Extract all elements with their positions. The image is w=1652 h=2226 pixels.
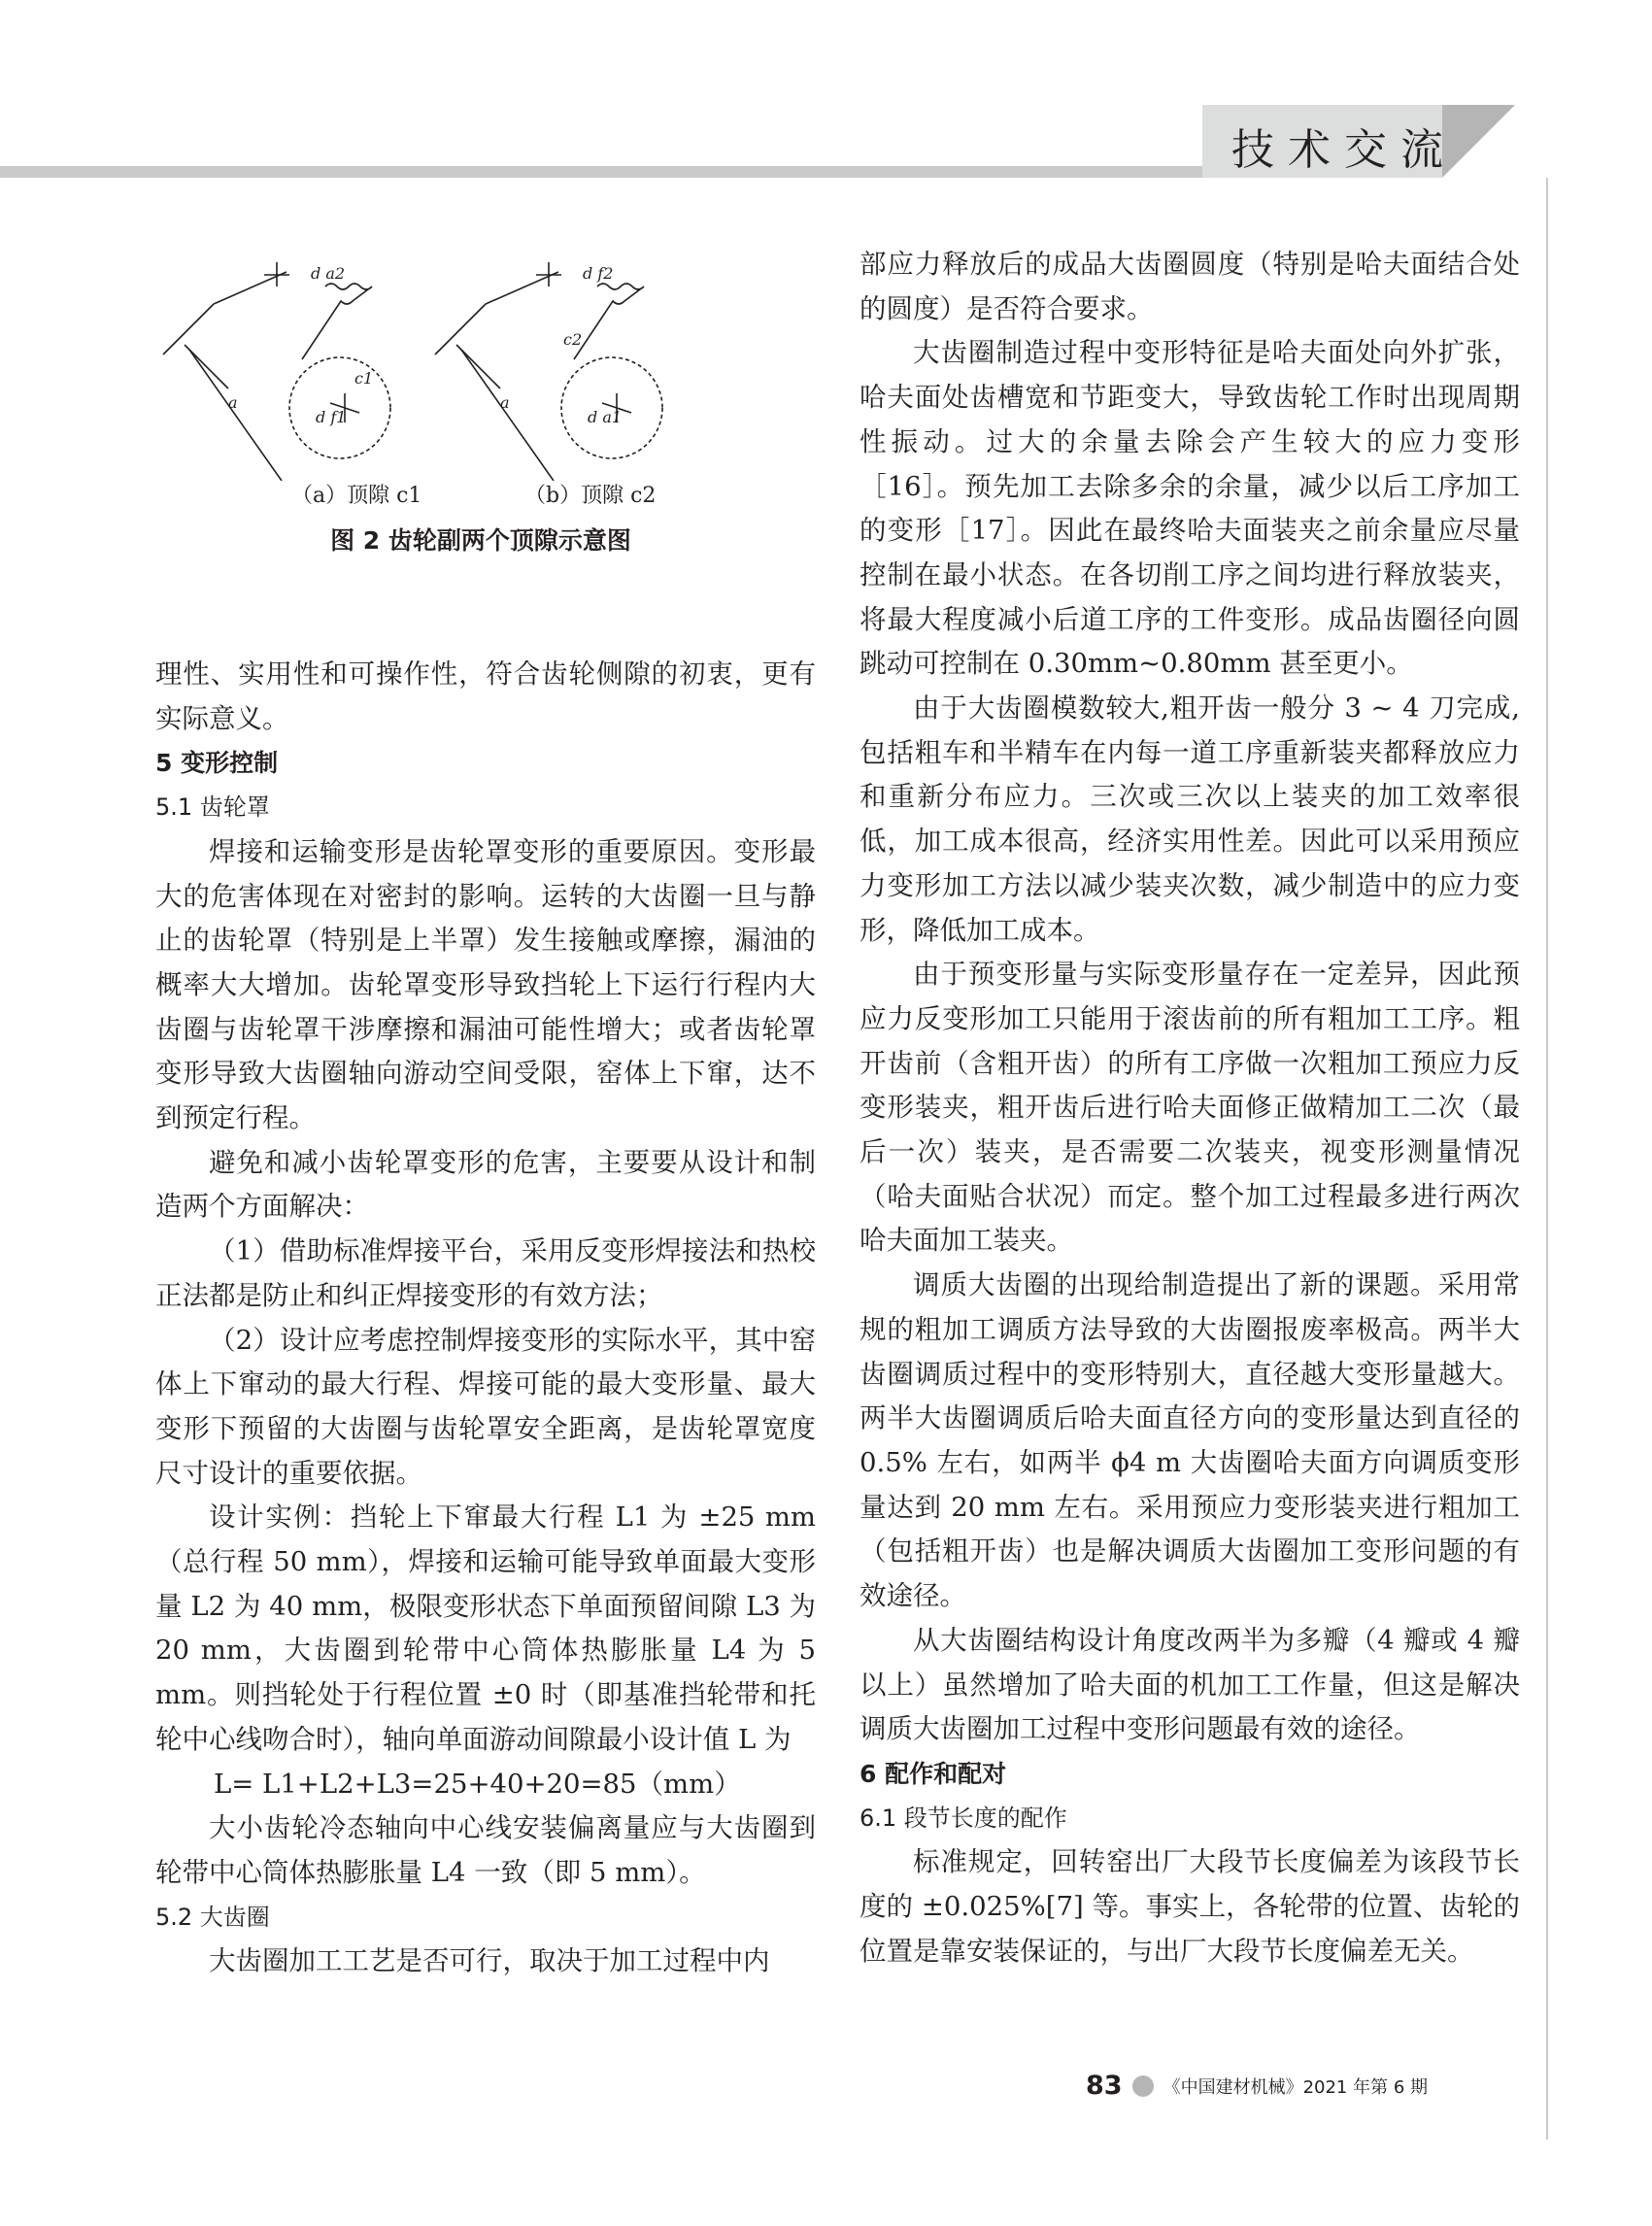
label-c1: c1 xyxy=(354,369,374,388)
label-da1: d a1 xyxy=(588,408,623,426)
subsection-heading: 6.1 段节长度的配作 xyxy=(860,1804,1067,1832)
figure-caption: 图 2 齿轮副两个顶隙示意图 xyxy=(330,526,631,555)
label-df2: d f2 xyxy=(583,264,614,283)
right-column xyxy=(860,243,1520,1973)
gear-b-large-teeth xyxy=(574,284,644,359)
label-da2: d a2 xyxy=(311,264,346,283)
gear-a-large-teeth xyxy=(302,284,372,359)
footer-dot xyxy=(1132,2075,1154,2097)
subcaption-b: （b）顶隙 c2 xyxy=(524,484,657,508)
paragraph: （1）借助标准焊接平台，采用反变形焊接法和热校正法都是防止和纠正焊接变形的有效方法； xyxy=(155,1235,816,1311)
gear-figure xyxy=(155,248,806,607)
equation: L= L1+L2+L3=25+40+20=85（mm） xyxy=(214,1768,741,1800)
subsection-heading: 5.2 大齿圈 xyxy=(155,1903,270,1931)
paragraph: 避免和减小齿轮罩变形的危害，主要要从设计和制造两个方面解决： xyxy=(155,1146,816,1223)
paragraph: 大小齿轮冷态轴向中心线安装偏离量应与大齿圈到轮带中心筒体热膨胀量 L4 一致（即 5 mm）。 xyxy=(155,1812,816,1888)
paragraph: 标准规定，回转窑出厂大段节长度偏差为该段节长度的 ±0.025%[7] 等。事实上，各轮带的位置、齿轮的位置是靠安装保证的，与出厂大段节长度偏差无关。 xyxy=(860,1846,1520,1967)
subsection-heading: 5.1 齿轮罩 xyxy=(155,793,270,822)
section-title: 技术交流 xyxy=(1231,125,1457,175)
dim-ext-a2 xyxy=(214,272,287,304)
paragraph: 理性、实用性和可操作性，符合齿轮侧隙的初衷，更有实际意义。 xyxy=(155,658,816,734)
dim-ext-b1 xyxy=(435,304,486,354)
left-column xyxy=(155,653,816,1984)
paragraph: 大齿圈制造过程中变形特征是哈夫面处向外扩张，哈夫面处齿槽宽和节距变大，导致齿轮工作时出现周期性振动。过大的余量去除会产生较大的应力变形［16］。预先加工去除多余的余量，减少以后工序加工的变形［17］。因此在最终哈夫面装夹之前余量应尽量控制在最小状态。在各切削工序之间均进行释放装夹，将最大程度减小后道工序的工件变形。成品齿圈径向圆跳动可控制在 0.30mm~0.80mm 甚至更小。 xyxy=(860,337,1520,680)
dim-arrow-a1 xyxy=(189,350,282,481)
paragraph: 由于大齿圈模数较大,粗开齿一般分 3 ~ 4 刀完成,包括粗车和半精车在内每一道工序重新装夹都释放应力和重新分布应力。三次或三次以上装夹的加工效率很低，加工成本很高，经济实用性差。因此可以采用预应力变形加工方法以减少装夹次数，减少制造中的应力变形，降低加工成本。 xyxy=(860,692,1520,946)
dim-arrow-b1 xyxy=(461,350,554,481)
label-df1: d f1 xyxy=(316,408,347,426)
label-a-left: a xyxy=(228,393,238,412)
paragraph: 大齿圈加工工艺是否可行，取决于加工过程中内 xyxy=(209,1945,770,1977)
paragraph: 从大齿圈结构设计角度改两半为多瓣（4 瓣或 4 瓣以上）虽然增加了哈夫面的机加工工作量，但这是解决调质大齿圈加工过程中变形问题最有效的途径。 xyxy=(860,1624,1520,1745)
label-a-right: a xyxy=(500,393,510,412)
label-c2: c2 xyxy=(563,330,583,349)
section-heading: 5 变形控制 xyxy=(155,749,279,778)
paragraph: 部应力释放后的成品大齿圈圆度（特别是哈夫面结合处的圆度）是否符合要求。 xyxy=(860,249,1520,324)
margin-rule xyxy=(1546,178,1548,2140)
paragraph: 设计实例：挡轮上下窜最大行程 L1 为 ±25 mm（总行程 50 mm），焊接和运输可能导致单面最大变形量 L2 为 40 mm，极限变形状态下单面预留间隙 L3 为 20 mm，大齿圈到轮带中心筒体热膨胀量 L4 为 5 mm。则挡轮处于行程位置 ±0 时（即基准挡轮带和托轮中心线吻合时），轴向单面游动间隙最小设计值 L 为 xyxy=(155,1501,816,1755)
paragraph: 调质大齿圈的出现给制造提出了新的课题。采用常规的粗加工调质方法导致的大齿圈报废率极高。两半大齿圈调质过程中的变形特别大，直径越大变形量越大。两半大齿圈调质后哈夫面直径方向的变形量达到直径的 0.5% 左右，如两半 ϕ4 m 大齿圈哈夫面方向调质变形量达到 20 mm 左右。采用预应力变形装夹进行粗加工（包括粗开齿）也是解决调质大齿圈加工变形问题的有效途径。 xyxy=(860,1269,1520,1612)
gear-diagram xyxy=(155,248,806,481)
dim-ext-b2 xyxy=(486,272,558,304)
section-heading: 6 配作和配对 xyxy=(860,1759,1007,1788)
paragraph: （2）设计应考虑控制焊接变形的实际水平，其中窑体上下窜动的最大行程、焊接可能的最大变形量、最大变形下预留的大齿圈与齿轮罩安全距离，是齿轮罩宽度尺寸设计的重要依据。 xyxy=(155,1324,816,1489)
paragraph: 由于预变形量与实际变形量存在一定差异，因此预应力反变形加工只能用于滚齿前的所有粗加工工序。粗开齿前（含粗开齿）的所有工序做一次粗加工预应力反变形装夹，粗开齿后进行哈夫面修正做精加工二次（最后一次）装夹，是否需要二次装夹，视变形测量情况（哈夫面贴合状况）而定。整个加工过程最多进行两次哈夫面加工装夹。 xyxy=(860,959,1520,1257)
page-number: 83 xyxy=(1086,2071,1123,2101)
page-footer xyxy=(1086,2071,1428,2101)
dim-ext-a1 xyxy=(163,304,214,354)
paragraph: 焊接和运输变形是齿轮罩变形的重要原因。变形最大的危害体现在对密封的影响。运转的大齿圈一旦与静止的齿轮罩（特别是上半罩）发生接触或摩擦，漏油的概率大大增加。齿轮罩变形导致挡轮上下运行行程内大齿圈与齿轮罩干涉摩擦和漏油可能性增大；或者齿轮罩变形导致大齿圈轴向游动空间受限，窑体上下窜，达不到预定行程。 xyxy=(155,835,816,1134)
journal-name: 《中国建材机械》2021 年第 6 期 xyxy=(1163,2076,1429,2098)
subcaption-a: （a）顶隙 c1 xyxy=(291,484,422,508)
